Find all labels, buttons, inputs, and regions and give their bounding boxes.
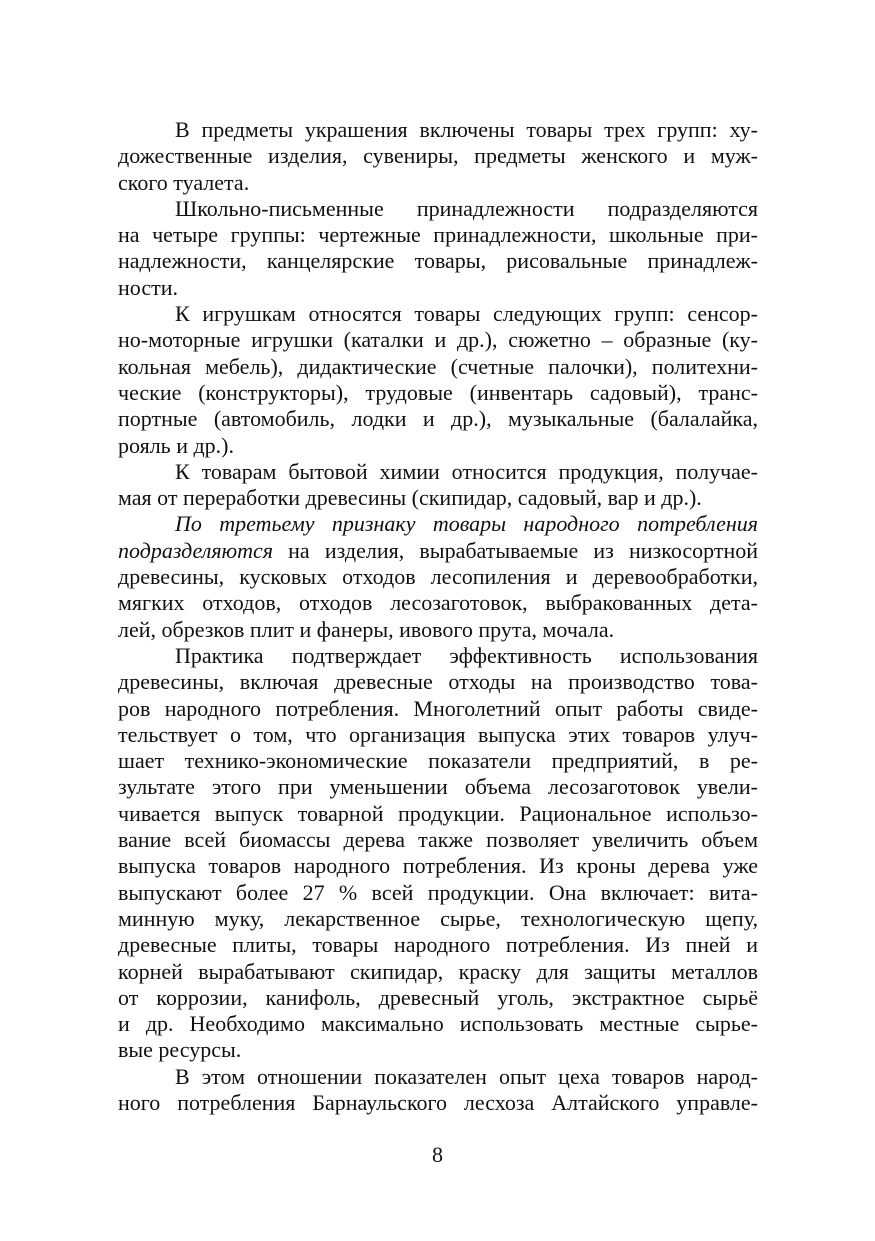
text-line: на четыре группы: чертежные принадлежности, школьные при- — [118, 222, 758, 248]
text-line: чивается выпуск товарной продукции. Рациональное использо- — [118, 800, 758, 826]
text-line: минную муку, лекарственное сырье, технологическую щепу, — [118, 905, 758, 931]
text-line: мая от переработки древесины (скипидар, садовый, вар и др.). — [118, 485, 702, 511]
text-line: вание всей биомассы дерева также позволяет увеличить объем — [118, 827, 758, 853]
text-line: тельствует о том, что организация выпуска этих товаров улуч- — [118, 721, 758, 747]
text-line: древесины, кусковых отходов лесопиления и деревообработки, — [118, 564, 758, 590]
text-line: Практика подтверждает эффективность использования — [175, 642, 758, 668]
text-line: лей, обрезков плит и фанеры, ивового прута, мочала. — [118, 616, 615, 642]
text-line: ческие (конструкторы), трудовые (инвентарь садовый), транс- — [118, 379, 758, 405]
paragraph-third-criterion — [118, 511, 758, 642]
text-line: ров народного потребления. Многолетний опыт работы свиде- — [118, 695, 758, 721]
text-line: выпускают более 27 % всей продукции. Она включает: вита- — [118, 879, 758, 905]
text-line: дожественные изделия, сувениры, предметы женского и муж- — [118, 143, 758, 169]
text-line: надлежности, канцелярские товары, рисовальные принадлеж- — [118, 248, 758, 274]
text-line: и др. Необходимо максимально использовать местные сырье- — [118, 1011, 758, 1037]
text-line: древесины, включая древесные отходы на производство това- — [118, 669, 758, 695]
page-body — [118, 117, 758, 1116]
paragraph-decorations — [118, 117, 758, 196]
text-line: ного потребления Барнаульского лесхоза Алтайского управле- — [118, 1089, 758, 1115]
text-line: кольная мебель), дидактические (счетные палочки), политехни- — [118, 353, 758, 379]
paragraph-barnaul-example — [118, 1064, 758, 1117]
italic-phrase: подразделяются — [118, 537, 273, 563]
text-line: ности. — [118, 274, 178, 300]
text-line: вые ресурсы. — [118, 1037, 242, 1063]
text-line: от коррозии, канифоль, древесный уголь, экстрактное сырьё — [118, 984, 758, 1010]
text-line: выпуска товаров народного потребления. Из кроны дерева уже — [118, 853, 758, 879]
paragraph-toys — [118, 301, 758, 459]
text-line: но-моторные игрушки (каталки и др.), сюжетно – образные (ку- — [118, 327, 758, 353]
text-line — [118, 538, 758, 564]
text-line: Школьно-письменные принадлежности подразделяются — [175, 195, 758, 221]
text-line: В предметы украшения включены товары трех групп: ху- — [175, 117, 758, 142]
text-line: портные (автомобиль, лодки и др.), музыкальные (балалайка, — [118, 406, 758, 432]
text-line: К товарам бытовой химии относится продукция, получае- — [175, 458, 758, 484]
page-number: 8 — [432, 1142, 443, 1167]
text-line: зультате этого при уменьшении объема лесозаготовок увели- — [118, 774, 758, 800]
italic-text-line: По третьему признаку товары народного потребления — [175, 511, 758, 537]
paragraph-household-chemicals — [118, 459, 758, 512]
text-line: ского туалета. — [118, 169, 250, 195]
text-line: мягких отходов, отходов лесозаготовок, выбракованных дета- — [118, 590, 758, 616]
text-line: К игрушкам относятся товары следующих групп: сенсор- — [175, 301, 758, 327]
text-line: древесные плиты, товары народного потребления. Из пней и — [118, 932, 758, 958]
line-continuation: на изделия, вырабатываемые из низкосортной — [272, 537, 758, 563]
text-line: В этом отношении показателен опыт цеха товаров народ- — [175, 1063, 758, 1089]
text-line: шает технико-экономические показатели предприятий, в ре- — [118, 748, 758, 774]
paragraph-practice — [118, 643, 758, 1064]
text-line: корней вырабатывают скипидар, краску для защиты металлов — [118, 958, 758, 984]
paragraph-school-supplies — [118, 196, 758, 301]
text-line: рояль и др.). — [118, 432, 235, 458]
